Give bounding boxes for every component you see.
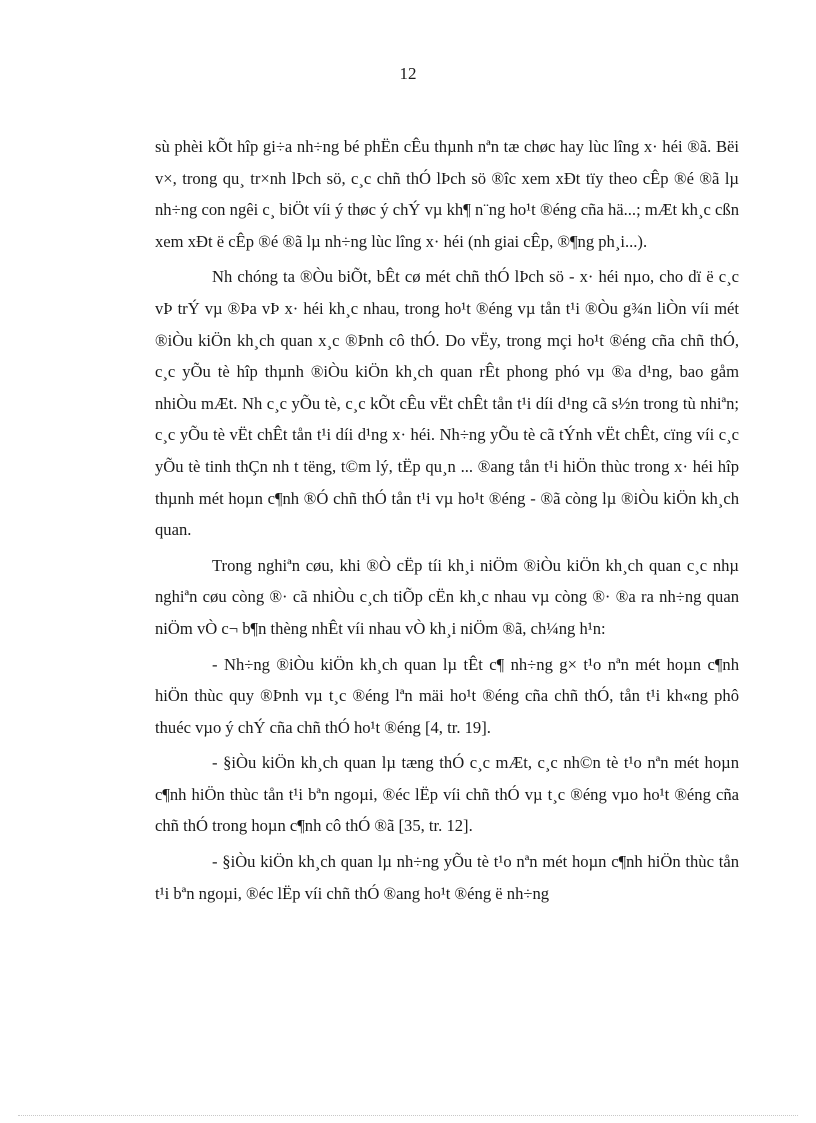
definition-item: - §iÒu kiÖn kh¸ch quan lµ tæng thÓ c¸c mÆt, c¸c nh©n tè t¹o nªn mét hoµn c¶nh hiÖn thùc tån t¹i bªn ngoµi, ®éc lËp víi chñ thÓ vµ t¸c ®éng vµo ho¹t ®éng cña chñ thÓ trong hoµn c¶nh cô thÓ ®ã [35, tr. 12]. [155,753,739,836]
definition-item: - Nh÷ng ®iÒu kiÖn kh¸ch quan lµ tÊt c¶ nh÷ng g× t¹o nªn mét hoµn c¶nh hiÖn thùc quy ®Þnh vµ t¸c ®éng lªn mäi ho¹t ®éng cña chñ thÓ, tån t¹i kh«ng phô thuéc vµo ý chÝ cña chñ thÓ ho¹t ®éng [4, tr. 19]. [155,654,739,737]
body-text [155,131,739,913]
paragraph: Nh chóng ta ®Òu biÕt, bÊt cø mét chñ thÓ lÞch sö - x· héi nµo, cho dï ë c¸c vÞ trÝ vµ ®Þa vÞ x· héi kh¸c nhau, trong ho¹t ®éng vµ tån t¹i ®Òu g¾n liÒn víi mét ®iÒu kiÖn kh¸ch quan x¸c ®Þnh cô thÓ. Do vËy, trong mçi ho¹t ®éng cña chñ thÓ, c¸c yÕu tè hîp thµnh ®iÒu kiÖn kh¸ch quan rÊt phong phó vµ ®a d¹ng, bao gåm nhiÒu mÆt. Nh c¸c yÕu tè, c¸c kÕt cÊu vËt chÊt tån t¹i díi d¹ng cã s½n trong tù nhiªn; c¸c yÕu tè vËt chÊt tån t¹i díi d¹ng x· héi. Nh÷ng yÕu tè cã tÝnh vËt chÊt, cïng víi c¸c yÕu tè tinh thÇn nh t tëng, t©m lý, tËp qu¸n ... ®ang tån t¹i hiÖn thùc trong x· héi hîp thµnh mét hoµn c¶nh ®Ó chñ thÓ tån t¹i vµ ho¹t ®éng - ®ã còng lµ ®iÒu kiÖn kh¸ch quan. [155,267,739,540]
page-bottom-rule [18,1115,798,1116]
paragraph: Trong nghiªn cøu, khi ®Ò cËp tíi kh¸i niÖm ®iÒu kiÖn kh¸ch quan c¸c nhµ nghiªn cøu còng ®· cã nhiÒu c¸ch tiÕp cËn kh¸c nhau vµ còng ®· ®a ra nh÷ng quan niÖm vÒ c¬ b¶n thèng nhÊt víi nhau vÒ kh¸i niÖm ®ã, ch¼ng h¹n: [155,555,739,638]
page-number: 12 [399,64,417,83]
paragraph-continuation: sù phèi kÕt hîp gi÷a nh÷ng bé phËn cÊu thµnh nªn tæ chøc hay lùc lîng x· héi ®ã. Bëi v×, trong qu¸ tr×nh lÞch sö, c¸c chñ thÓ lÞch sö ®îc xem xÐt tïy theo cÊp ®é ®ã lµ nh÷ng con ngêi c¸ biÖt víi ý thøc ý chÝ vµ kh¶ n¨ng ho¹t ®éng cña hä...; mÆt kh¸c cßn xem xÐt ë cÊp ®é ®ã lµ nh÷ng lùc lîng x· héi (nh giai cÊp, ®¶ng ph¸i...). [155,137,739,251]
definition-item: - §iÒu kiÖn kh¸ch quan lµ nh÷ng yÕu tè t¹o nªn mét hoµn c¶nh hiÖn thùc tån t¹i bªn ngoµi, ®éc lËp víi chñ thÓ ®ang ho¹t ®éng ë nh÷ng [155,852,739,903]
